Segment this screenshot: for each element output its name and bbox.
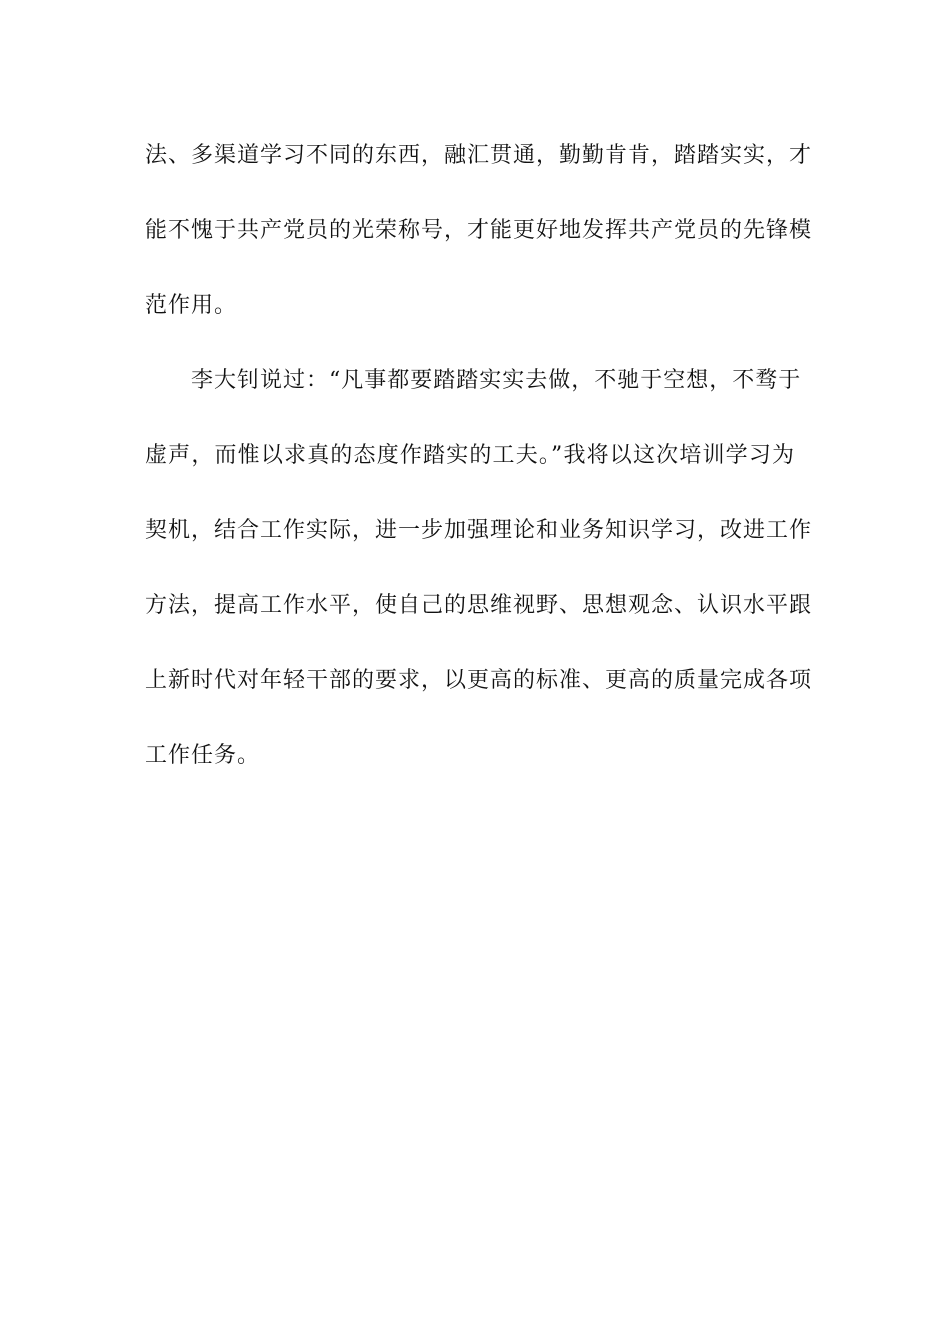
text-line: 工作任务。: [145, 743, 261, 768]
text-line: 范作用。: [145, 293, 238, 318]
text-line: 契机，结合工作实际，进一步加强理论和业务知识学习，改进工作: [145, 518, 813, 543]
text-line: 虚声，而惟以求真的态度作踏实的工夫。”我将以这次培训学习为: [145, 443, 795, 468]
text-line: 李大钊说过：“凡事都要踏踏实实去做，不驰于空想，不骛于: [191, 368, 802, 393]
paragraph-quote-conclusion: [145, 359, 813, 809]
text-line: 法、多渠道学习不同的东西，融汇贯通，勤勤肯肯，踏踏实实，才: [145, 143, 813, 168]
text-line: 能不愧于共产党员的光荣称号，才能更好地发挥共产党员的先锋模: [145, 218, 813, 243]
text-line: 方法，提高工作水平，使自己的思维视野、思想观念、认识水平跟: [145, 593, 813, 618]
paragraph-continuation: [145, 134, 813, 359]
document-body: [145, 134, 813, 809]
text-line: 上新时代对年轻干部的要求，以更高的标准、更高的质量完成各项: [145, 668, 813, 693]
